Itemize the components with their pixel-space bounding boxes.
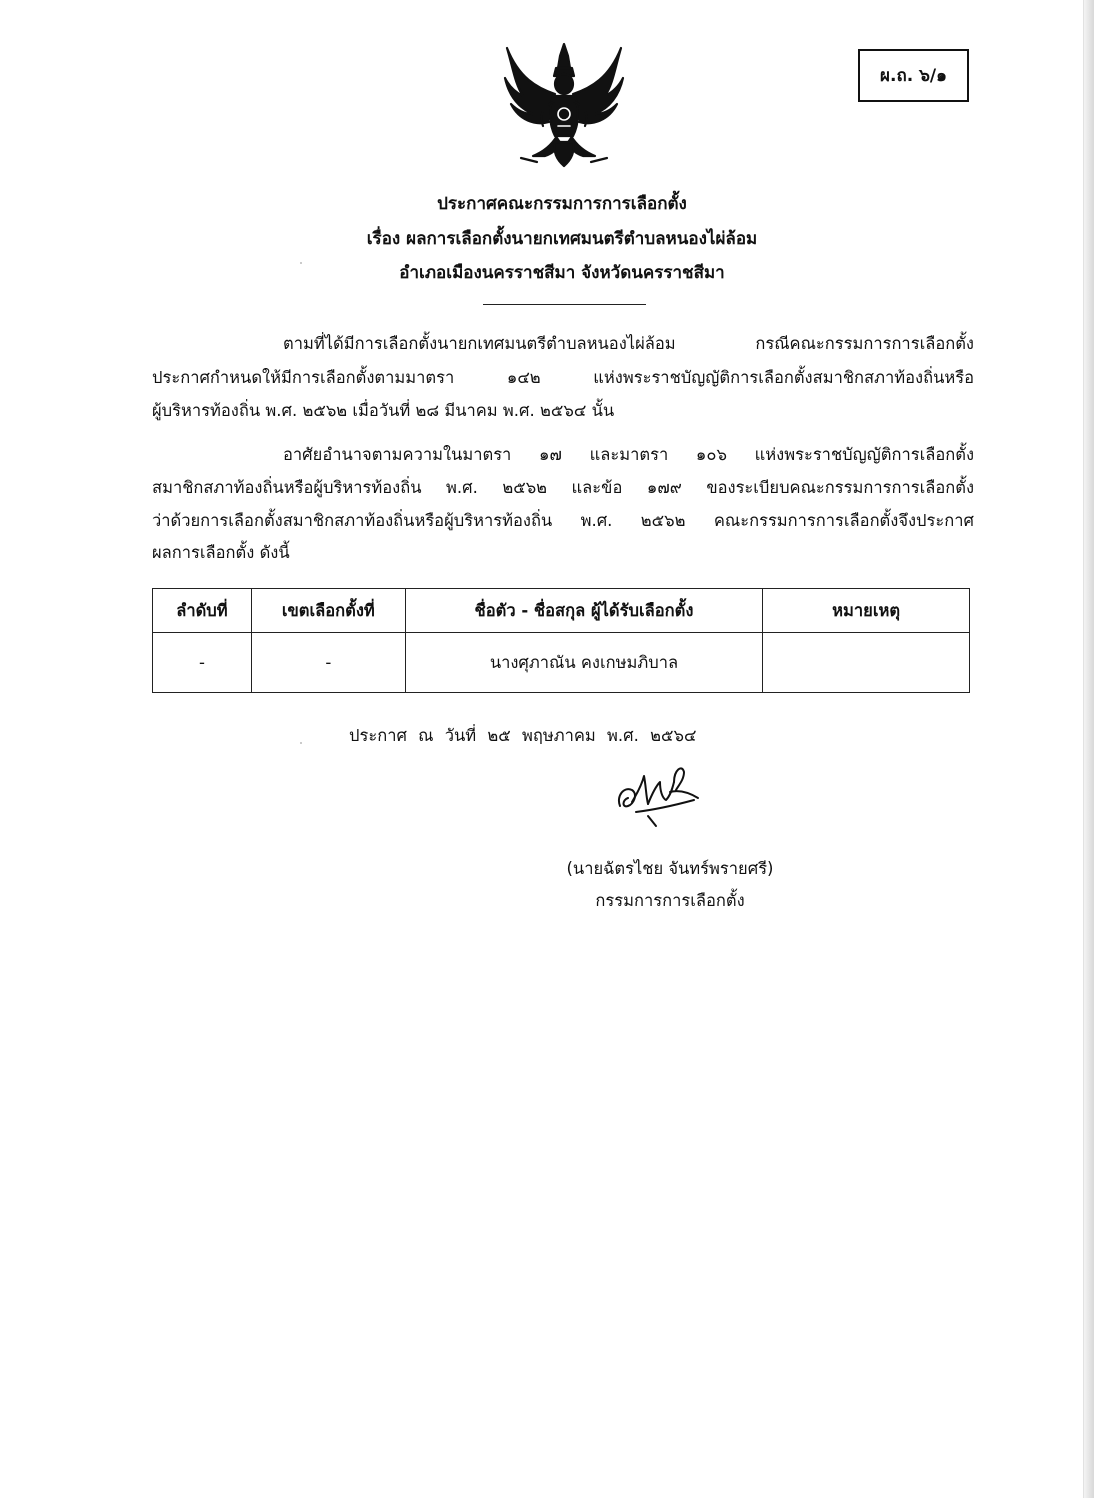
scan-speck	[300, 262, 302, 264]
signer-title: กรรมการการเลือกตั้ง	[595, 891, 745, 910]
title-divider	[483, 304, 646, 305]
signer-name: (นายฉัตรไชย จันทร์พรายศรี)	[566, 859, 774, 878]
table-header-row	[153, 589, 970, 633]
scan-speck	[300, 742, 302, 744]
cell-district: -	[251, 633, 405, 693]
paragraph1-line2: ประกาศกำหนดให้มีการเลือกตั้งตามมาตรา ๑๔๒ แห่งพระราชบัญญัติการเลือกตั้งสมาชิกสภาท้องถิ่นหรือ	[152, 368, 974, 387]
cell-remarks	[763, 633, 970, 693]
paragraph2-line4: ผลการเลือกตั้ง ดังนี้	[152, 543, 290, 562]
page-edge-shadow	[1084, 0, 1094, 1498]
paragraph1-line3: ผู้บริหารท้องถิ่น พ.ศ. ๒๕๖๒ เมื่อวันที่ ๒๘ มีนาคม พ.ศ. ๒๕๖๔ นั้น	[152, 401, 615, 420]
paragraph2-line2: สมาชิกสภาท้องถิ่นหรือผู้บริหารท้องถิ่น พ.ศ. ๒๕๖๒ และข้อ ๑๗๙ ของระเบียบคณะกรรมการการเลือกตั้ง	[152, 478, 974, 497]
announcement-location: อำเภอเมืองนครราชสีมา จังหวัดนครราชสีมา	[399, 263, 725, 283]
announcement-date: ประกาศ ณ วันที่ ๒๕ พฤษภาคม พ.ศ. ๒๕๖๔	[349, 726, 697, 745]
cell-order: -	[153, 633, 252, 693]
header-elected-name: ชื่อตัว - ชื่อสกุล ผู้ได้รับเลือกตั้ง	[405, 589, 762, 633]
paragraph2-line3: ว่าด้วยการเลือกตั้งสมาชิกสภาท้องถิ่นหรือผู้บริหารท้องถิ่น พ.ศ. ๒๕๖๒ คณะกรรมการการเลือกตั้งจึงประกาศ	[152, 511, 974, 530]
election-results-table	[152, 588, 970, 693]
form-code-badge: ผ.ถ. ๖/๑	[858, 49, 969, 102]
table-row	[153, 633, 970, 693]
paragraph1-line1: ตามที่ได้มีการเลือกตั้งนายกเทศมนตรีตำบลหนองไผ่ล้อม กรณีคณะกรรมการการเลือกตั้ง	[283, 334, 974, 353]
garuda-emblem-icon	[497, 38, 631, 172]
announcement-title: ประกาศคณะกรรมการการเลือกตั้ง	[437, 194, 687, 214]
announcement-subject: เรื่อง ผลการเลือกตั้งนายกเทศมนตรีตำบลหนองไผ่ล้อม	[366, 229, 758, 249]
header-remarks: หมายเหตุ	[763, 589, 970, 633]
header-district: เขตเลือกตั้งที่	[251, 589, 405, 633]
header-order: ลำดับที่	[153, 589, 252, 633]
cell-elected-name: นางศุภาณัน คงเกษมภิบาล	[405, 633, 762, 693]
signature-mark	[612, 756, 712, 828]
paragraph2-line1: อาศัยอำนาจตามความในมาตรา ๑๗ และมาตรา ๑๐๖ แห่งพระราชบัญญัติการเลือกตั้ง	[283, 445, 974, 464]
